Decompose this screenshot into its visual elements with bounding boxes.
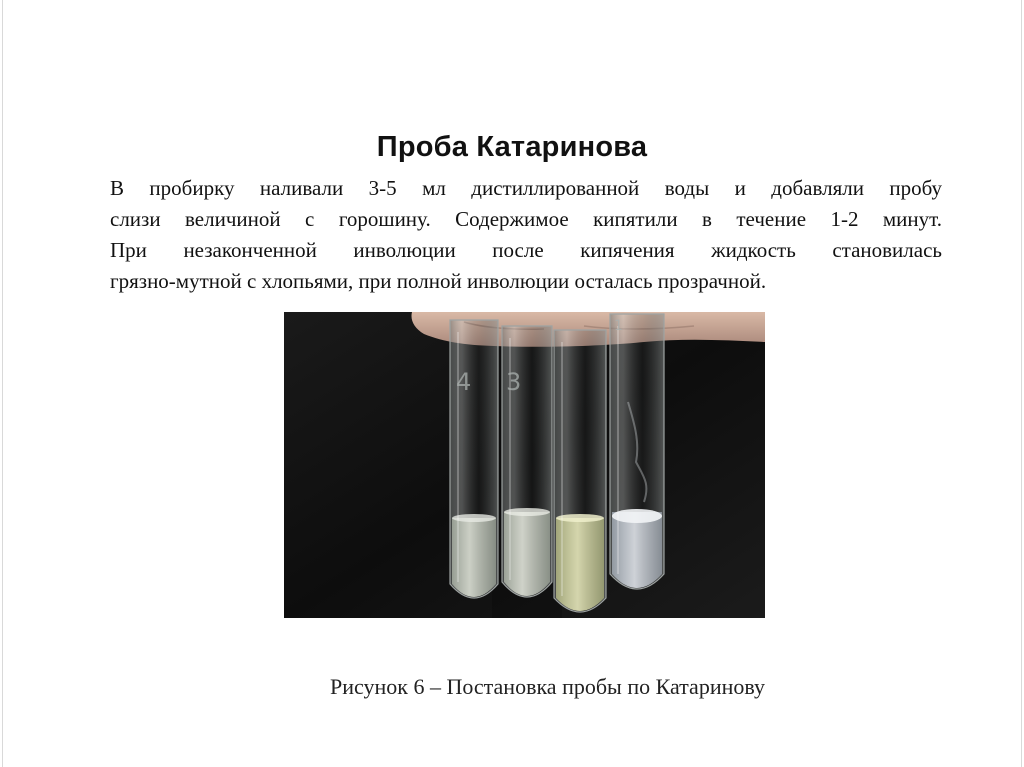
figure-caption: Рисунок 6 – Постановка пробы по Катаринову	[330, 674, 766, 699]
test-tube-3	[502, 326, 552, 597]
body-line-4: грязно-мутной с хлопьями, при полной инволюции осталась прозрачной.	[110, 269, 767, 293]
tube-mark-1: 1	[614, 318, 623, 334]
test-tube-1	[610, 314, 664, 589]
test-tube-4	[450, 320, 498, 598]
test-tubes-photo	[284, 312, 765, 618]
slide-title: Проба Катаринова	[376, 131, 648, 163]
slide-body-text	[110, 173, 942, 297]
body-line-2: слизи величиной с горошину. Содержимое кипятили в течение 1-2 минут.	[110, 207, 942, 231]
test-tube-2	[554, 330, 606, 612]
tube-mark-4: 4	[456, 368, 472, 396]
tube-mark-3: 3	[506, 368, 522, 396]
test-tubes-illustration	[284, 312, 765, 618]
slide-border-left	[2, 0, 3, 767]
body-line-3: При незаконченной инволюции после кипячения жидкость становилась	[110, 238, 942, 262]
body-line-1: В пробирку наливали 3-5 мл дистиллированной воды и добавляли пробу	[110, 176, 942, 200]
slide-border-right	[1021, 0, 1022, 767]
